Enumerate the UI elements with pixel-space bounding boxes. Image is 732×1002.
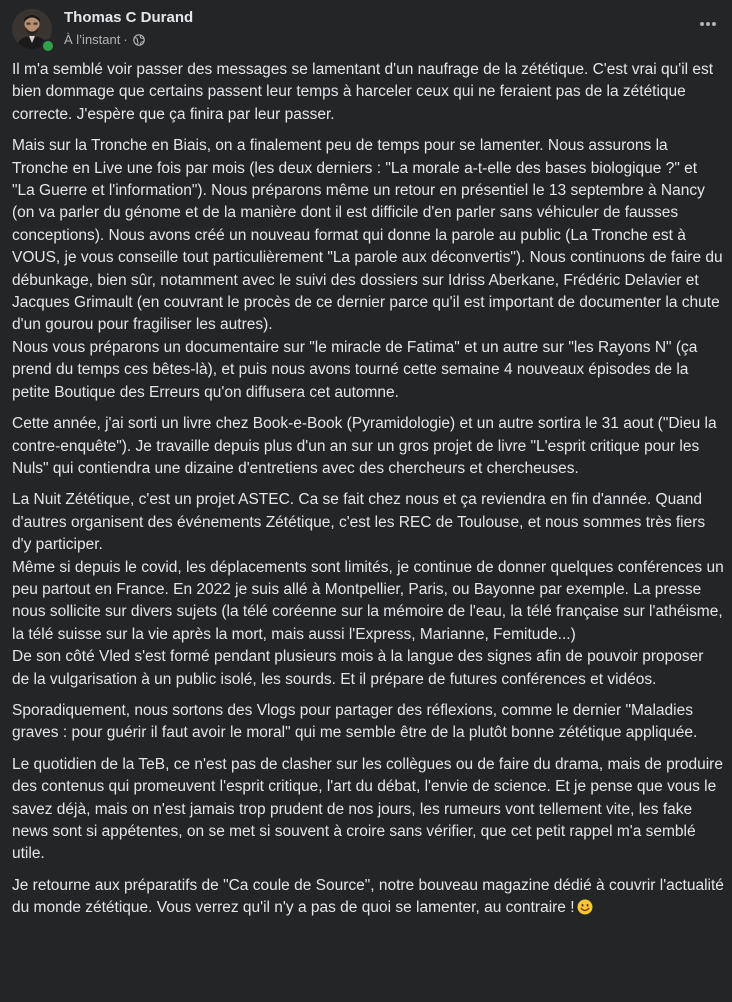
post-paragraph: Il m'a semblé voir passer des messages se lamentant d'un naufrage de la zététique. C'est vrai qu'il est bien dommage que certains passent leur temps à harceler ceux qui ne feraient pas de la zététique correcte. J'espère que ça finira par leur passer.	[12, 61, 714, 123]
more-options-button[interactable]	[690, 6, 726, 42]
post-meta	[64, 32, 145, 47]
author-name[interactable]: Thomas C Durand	[64, 9, 194, 26]
smiley-emoji-icon	[577, 899, 593, 915]
post-paragraph: Le quotidien de la TeB, ce n'est pas de clasher sur les collègues ou de faire du drama, mais de produire des contenus qui promeuvent l'esprit critique, l'art du débat, l'envie de science. Et je pense que vous le savez déjà, mais on n'est jamais trop prudent de nos jours, les rumeurs vont tellement vite, les fake news sont si appétentes, on se met si souvent à croire sans vérifier, que cet petit rappel m'a semblé utile.	[12, 755, 723, 863]
post-timestamp[interactable]: À l’instant	[64, 32, 121, 47]
post-paragraph: Mais sur la Tronche en Biais, on a finalement peu de temps pour se lamenter. Nous assurons la Tronche en Live une fois par mois (les deux derniers : "La morale a-t-elle des bases biologique ?" et "La Guerre et l'information"). Nous préparons même un retour en présentiel le 13 septembre à Nancy (on va parler du génome et de la manière dont il est difficile d'en parler sans véhiculer de fausses conceptions). Nous avons créé un nouveau format qui donne la parole au public (La Tronche est à VOUS, je vous conseille tout particulièrement "La parole aux déconvertis"). Nous continuons de faire du débunkage, bien sûr, notamment avec le suivi des dossiers sur Idriss Aberkane, Frédéric Delavier et Jacques Grimault (en couvrant le procès de ce dernier parce qu'il est important de documenter la chute d'un gourou pour fragiliser les autres). Nous vous préparons un documentaire sur "le miracle de Fatima" et un autre sur "les Rayons N" (ça prend du temps ces bêtes-là), et puis nous avons tourné cette semaine 4 nouveaux épisodes de la petite Boutique des Erreurs qu'on diffusera cet automne.	[12, 137, 723, 401]
post-paragraph-last	[12, 875, 724, 920]
post-paragraph: La Nuit Zététique, c'est un projet ASTEC. Ca se fait chez nous et ça reviendra en fin d'année. Quand d'autres organisent des événements Zététique, c'est les REC de Toulouse, et nous sommes très fiers d'y participer. Même si depuis le covid, les déplacements sont limités, je continue de donner quelques conférences un peu partout en France. En 2022 je suis allé à Montpellier, Paris, ou Bayonne par exemple. La presse nous sollicite sur divers sujets (la télé coréenne sur la mémoire de l'eau, la télé française sur l'athéisme, la télé suisse sur la vie après la mort, mais aussi l'Express, Marianne, Femitude...) De son côté Vled s'est formé pendant plusieurs mois à la langue des signes afin de pouvoir proposer de la vulgarisation à un public isolé, les sourds. Et il prépare de futures conférences et vidéos.	[12, 491, 724, 688]
post-paragraph: Sporadiquement, nous sortons des Vlogs pour partager des réflexions, comme le dernier "Maladies graves : pour guérir il faut avoir le moral" qui me semble être de la plutôt bonne zététique appliquée.	[12, 701, 698, 742]
more-horizontal-icon	[698, 14, 718, 34]
post-header	[0, 0, 732, 56]
post-paragraph-text: Je retourne aux préparatifs de "Ca coule de Source", notre bouveau magazine dédié à couvrir l'actualité du monde zététique. Vous verrez qu'il n'y a pas de quoi se lamenter, au contraire !	[12, 876, 724, 917]
meta-separator: ·	[123, 32, 128, 47]
post-body	[12, 59, 724, 929]
globe-icon[interactable]	[133, 34, 145, 46]
online-status-dot	[41, 39, 55, 53]
post-paragraph: Cette année, j'ai sorti un livre chez Book-e-Book (Pyramidologie) et un autre sortira le 31 aout ("Dieu la contre-enquête"). Je travaille depuis plus d'un an sur un gros projet de livre "L'esprit critique pour les Nuls" qui contiendra une dizaine d'entretiens avec des chercheurs et chercheuses.	[12, 415, 717, 477]
